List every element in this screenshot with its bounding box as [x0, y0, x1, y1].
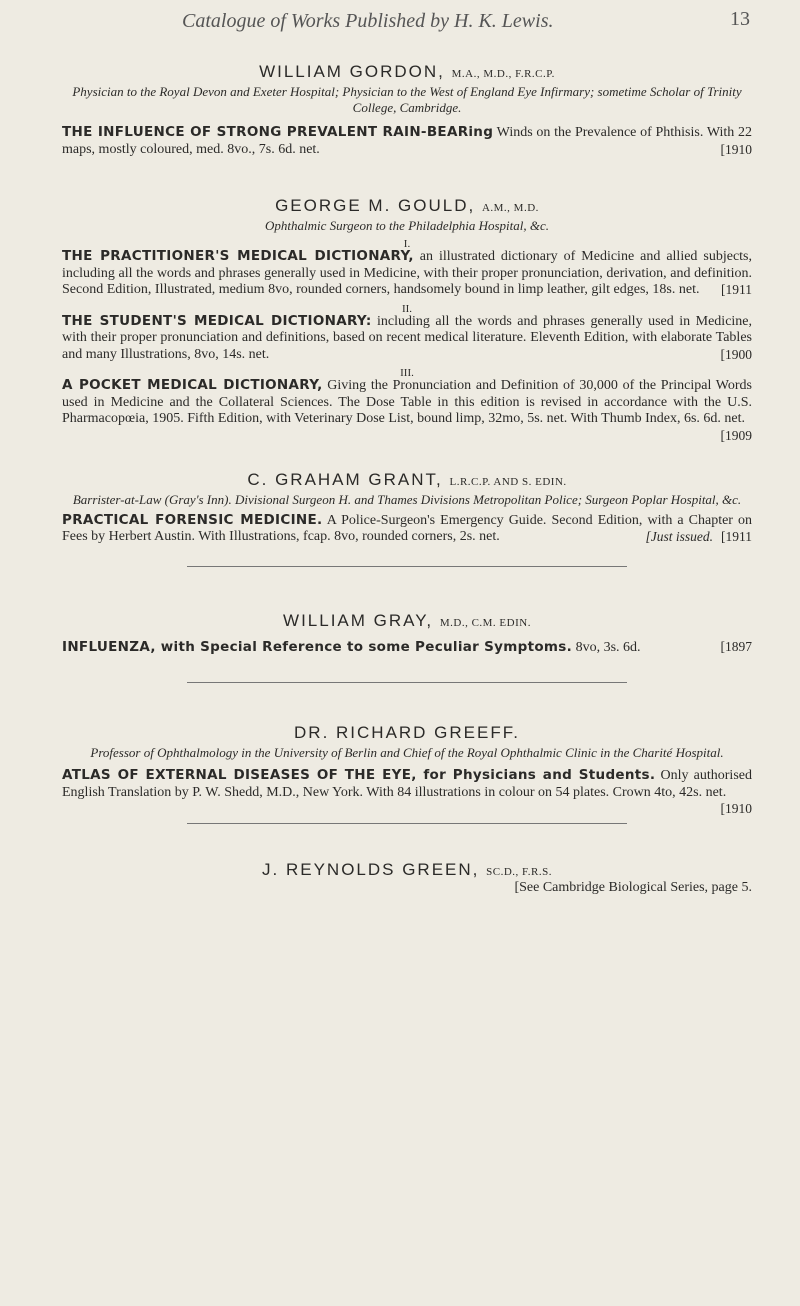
cross-reference-note: [See Cambridge Biological Series, page 5.: [514, 880, 752, 895]
book-title: THE PRACTITIONER'S MEDICAL DICTIONARY,: [62, 248, 414, 264]
book-description: 8vo, 3s. 6d.: [575, 639, 641, 655]
book-entry: [62, 512, 752, 546]
author-qualifications: L.R.C.P. AND S. EDIN.: [449, 475, 567, 488]
running-head: [62, 0, 752, 62]
book-entry: [62, 639, 752, 657]
entry-number: III.: [400, 367, 414, 379]
book-title: A POCKET MEDICAL DICTIONARY,: [62, 377, 323, 393]
book-title: INFLUENZA, with Special Reference to some Peculiar Symptoms.: [62, 638, 573, 655]
author-qualifications: SC.D., F.R.S.: [486, 866, 552, 878]
author-section-gould: [62, 196, 753, 443]
author-qualifications: M.D., C.M. EDIN.: [439, 616, 531, 629]
author-caption: Physician to the Royal Devon and Exeter Hospital; Physician to the West of England Eye Infirmary; sometime Scholar of Trinity College, Cambridge.: [72, 84, 742, 115]
book-entry: [62, 377, 752, 443]
book-title: PRACTICAL FORENSIC MEDICINE.: [62, 511, 323, 528]
section-divider: [187, 823, 627, 824]
author-qualifications: M.A., M.D., F.R.C.P.: [451, 68, 555, 80]
book-entry: [62, 313, 752, 364]
running-head-title: Catalogue of Works Published by H. K. Lewis.: [182, 10, 554, 32]
book-description: an illustrated dictionary of Medicine and allied subjects, including all the words and phrases generally used in Medicine, with their proper pronunciation, derivation, and definition. Second Edition, Illustrated, medium 8vo, rounded corners, handsomely bound in limp leather, gilt edges, 18s. net.: [62, 249, 753, 297]
catalogue-page: [62, 0, 752, 896]
page-number: 13: [730, 8, 750, 30]
author-caption: Barrister-at-Law (Gray's Inn). Divisional Surgeon H. and Thames Divisions Metropolitan Police; Surgeon Poplar Hospital, &c.: [72, 491, 742, 507]
author-qualifications: A.M., M.D.: [481, 202, 539, 214]
section-divider: [187, 566, 627, 567]
book-description: Winds on the Prevalence of Phthisis. With 22 maps, mostly coloured, med. 8vo., 7s. 6d. net.: [62, 125, 752, 157]
book-description: A Police-Surgeon's Emergency Guide. Second Edition, with a Chapter on Fees by Herbert Austin. With Illustrations, fcap. 8vo, rounded corners, 2s. net.: [62, 512, 752, 544]
author-name: J. REYNOLDS GREEN, SC.D., F.R.S.: [262, 860, 552, 879]
book-description: including all the words and phrases generally used in Medicine, with their proper pronunciation and definitions, based on recent medical literature. Eleventh Edition, with elaborate Tables and many Illustrations, 8vo, 14s. net.: [62, 313, 753, 362]
publication-year: [1910: [720, 141, 752, 157]
publication-year: [1911: [721, 282, 752, 297]
book-title: THE STUDENT'S MEDICAL DICTIONARY:: [62, 312, 372, 329]
author-section-gordon: [62, 62, 752, 158]
publication-year: [1897: [720, 638, 752, 654]
author-name: C. GRAHAM GRANT, L.R.C.P. AND S. EDIN.: [247, 469, 567, 489]
book-entry: [62, 767, 752, 816]
entry-number: I.: [403, 238, 411, 250]
author-name: WILLIAM GORDON, M.A., M.D., F.R.C.P.: [259, 62, 555, 81]
author-section-greeff: [62, 723, 752, 816]
book-title: THE INFLUENCE OF STRONG PREVALENT RAIN-BEARing: [62, 124, 494, 140]
book-description: Only authorised English Translation by P. W. Shedd, M.D., New York. With 84 illustrations in colour on 54 plates. Crown 4to, 42s. net.: [62, 768, 752, 800]
author-name: DR. RICHARD GREEFF.: [294, 723, 520, 742]
author-caption: Ophthalmic Surgeon to the Philadelphia Hospital, &c.: [264, 218, 550, 233]
author-name: WILLIAM GRAY, M.D., C.M. EDIN.: [283, 610, 531, 630]
section-divider: [187, 682, 627, 683]
book-description: Giving the Pronunciation and Definition of 30,000 of the Principal Words used in Medicine and the Collateral Sciences. The Dose Table in this edition is revised in accordance with the U.S. Pharmacopœia, 1905. Fifth Edition, with Veterinary Dose List, bound limp, 32mo, 5s. net. With Thumb Index, 6s. 6d. net.: [62, 378, 752, 426]
author-section-green: [62, 860, 752, 896]
publication-year: [1910: [720, 801, 752, 816]
author-name: GEORGE M. GOULD, A.M., M.D.: [275, 196, 539, 215]
author-section-gray: [62, 611, 752, 657]
author-caption: Professor of Ophthalmology in the University of Berlin and Chief of the Royal Ophthalmic Clinic in the Charité Hospital.: [90, 745, 724, 760]
book-title: ATLAS OF EXTERNAL DISEASES OF THE EYE, for Physicians and Students.: [62, 767, 656, 783]
author-section-grant: [62, 470, 752, 546]
publication-status: [Just issued.: [645, 529, 713, 544]
entry-number: II.: [401, 302, 413, 315]
book-entry: [62, 248, 752, 299]
publication-year: [1909: [720, 427, 752, 443]
publication-year: [1911: [721, 529, 752, 544]
publication-year: [1900: [720, 346, 752, 362]
book-entry: [62, 124, 752, 158]
